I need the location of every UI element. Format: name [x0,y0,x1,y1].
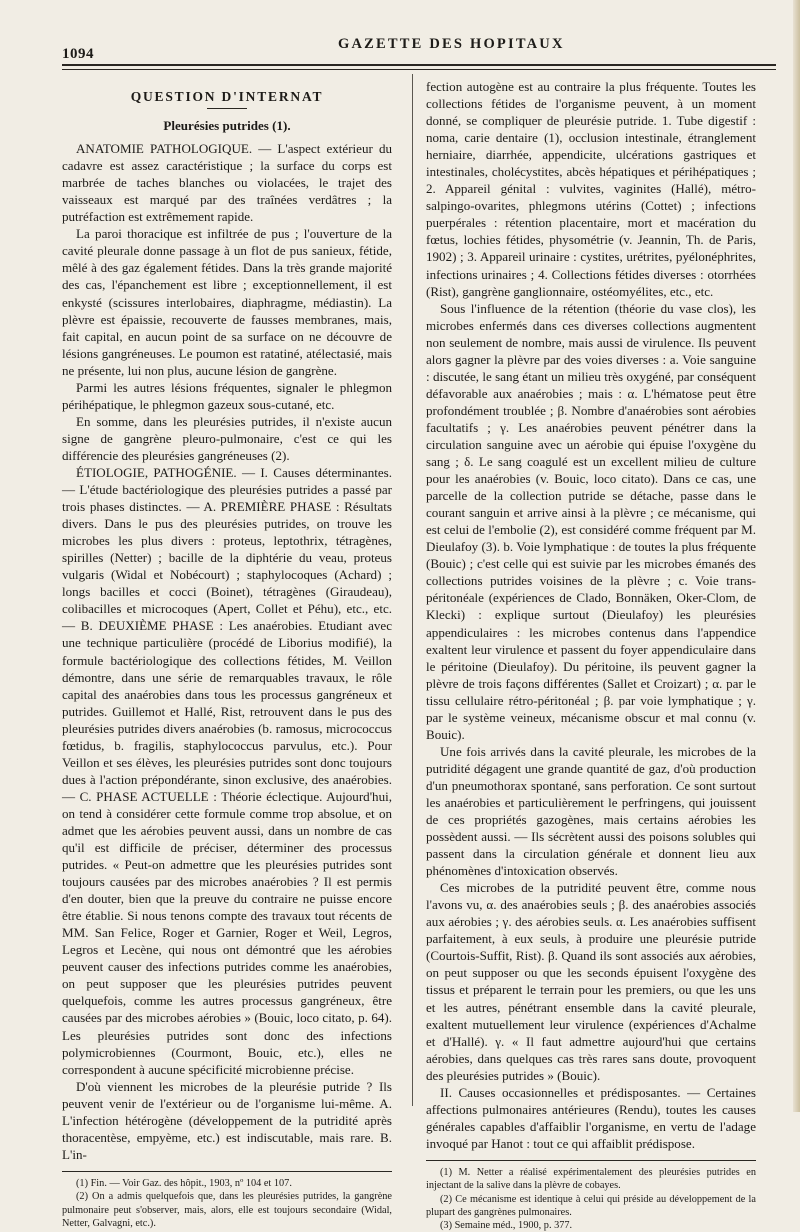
article-subtitle: Pleurésies putrides (1). [163,118,291,134]
left-column [62,78,392,1230]
column-divider [412,74,413,1106]
footnote: (1) Fin. — Voir Gaz. des hôpit., 1903, nº 104 et 107. [76,1177,292,1189]
footnote-rule [62,1171,392,1172]
paragraph: fection autogène est au contraire la plus fréquente. Toutes les collections fétides de l'organisme peuvent, à un moment donné, se compliquer de pleurésie putride. 1. Tube digestif : noma, carie dentaire (1), occlusion intestinale, étranglement herniaire, diarrhée, appendicite, ulcérations gastriques et intestinales, cholécystites, abcès hépatiques et périhépatiques ; 2. Appareil génital : vulvites, vaginites (Hallé), métro-salpingo-ovarites, phlegmons utérins (Cottet) ; infections puerpérales : rétention placentaire, mort et macération du fœtus, lochies fétides, physométrie (v. Jeannin, Th. de Paris, 1902) ; 3. Appareil urinaire : cystites, urétrites, pyélonéphrites, infections urinaires ; 4. Collections fétides diverses : otorrhées (Rist), gangrène ganglionnaire, ostéomyélites, etc., etc. [426,79,756,299]
page-binding-edge [793,0,800,1112]
paragraph: La paroi thoracique est infiltrée de pus ; l'ouverture de la cavité pleurale donne passage à un flot de pus sanieux, fétide, mêlé à des gaz également fétides. Dans la très grande majorité des cas, l'épanchement est libre ; exceptionnellement, il est enkysté (scissures interlobaires, diaphragme, médiastin). La plèvre est épaissie, recouverte de fausses membranes, mais, fait capital, en aucun point de sa surface on ne découvre de lésions gangréneuses. Le poumon est ratatiné, atélectasié, mais ne présente, lui non plus, aucune lésion de gangrène. [62,226,392,378]
header-rule [62,64,776,66]
footnote-rule [426,1160,756,1161]
paragraph: Ces microbes de la putridité peuvent être, comme nous l'avons vu, α. des anaérobies seuls ; β. des anaérobies associés aux aérobies ; γ. des aérobies seuls. α. Les anaérobies suffisent parfaitement, à eux seuls, à produire une pleurésie putride (Courtois-Suffit, Rist). β. Quand ils sont associés aux aérobies, on peut supposer ou que les seconds épuisent l'oxygène des tissus et préparent le terrain pour les premiers, ou que les uns et les autres, pénétrant ensemble dans la cavité pleurale, exaltent mutuellement leur virulence (expériences d'Achalme et d'Hallé). γ. « Il faut admettre aujourd'hui que certains aérobies, dans quelques cas très rares sans doute, provoquent des pleurésies putrides » (Bouic). [426,880,756,1083]
right-column [426,78,756,1232]
footnote: (2) Ce mécanisme est identique à celui qui préside au développement de la plupart des gangrènes pulmonaires. [426,1193,756,1218]
paragraph: D'où viennent les microbes de la pleurésie putride ? Ils peuvent venir de l'extérieur ou de l'organisme lui-même. A. L'infection hétérogène (développement de la putridité après thoracentèse, empyème, etc.) est indiscutable, mais rare. B. L'in- [62,1078,392,1162]
paragraph: II. Causes occasionnelles et prédisposantes. — Certaines affections pulmonaires antérieures (Rendu), toutes les causes générales capables d'affaiblir l'organisme, en vertu de l'adage invoqué par Hanot : tout ce qui affaiblit prédispose. [426,1084,756,1151]
paragraph: ÉTIOLOGIE, PATHOGÉNIE. — I. Causes déterminantes. — L'étude bactériologique des pleurésies putrides a passé par trois phases distinctes. — A. PREMIÈRE PHASE : Résultats divers. Dans le pus des pleurésies putrides, on trouve les microbes les plus divers : proteus, leptothrix, tétragènes, spirilles (Netter) ; bacille de la diphtérie du veau, proteus vulgaris (Widal et Nobécourt) ; staphylocoques (Achard) ; longs bacilles et cocci (Boinet), tétragènes (Giraudeau), colibacilles et microcoques (Apert, Collet et Péhu), etc., etc. — B. DEUXIÈME PHASE : Les anaérobies. Etudiant avec une technique particulière (procédé de Liborius modifié), la formule bactériologique des collections fétides, M. Veillon démontre, dans une série de remarquables travaux, le rôle capital des anaérobies dans tous les processus gangréneux et putrides. Guillemot et Hallé, Rist, retrouvent dans le pus des pleurésies putrides divers anaérobies (b. ramosus, micrococcus fœtidus, b. fragilis, staphylococcus parvulus, etc.). Pour Veillon et ses élèves, les pleurésies putrides sont donc toujours dues à l'action prépondérante, sinon exclusive, des anaérobies. — C. PHASE ACTUELLE : Théorie éclectique. Aujourd'hui, on tend à considérer cette formule comme trop absolue, et on admet que les aérobies peuvent aussi, dans un nombre de cas qu'il est difficile de préciser, déterminer des processus putrides. « Peut-on admettre que les pleurésies putrides sont toujours causées par des microbes anaérobies ? Il est permis d'en douter, bien que la preuve du contraire ne puisse encore être établie. Si nous tenons compte des travaux tout récents de MM. San Felice, Roger et Garnier, Roger et Weil, Legros, Legros et Lecène, qui nous ont démontré que les aérobies peuvent causer des infections putrides comme les anaérobies, on peut supposer que les pleurésies putrides peuvent quelquefois, comme les autres processus gangréneux, être causées par des microbes aérobies » (Bouic, loco citato, p. 64). Les pleurésies putrides sont donc des infections polymicrobiennes (Courmont, Bouic, etc.), elles ne correspondent à aucune spécificité microbienne précise. [62,464,392,1077]
footnote: (2) On a admis quelquefois que, dans les pleurésies putrides, la gangrène pulmonaire peut s'observer, mais, alors, elle est toujours secondaire (Widal, Netter, Galvagni, etc.). [62,1191,392,1229]
header-rule-thin [62,69,776,70]
paragraph: En somme, dans les pleurésies putrides, il n'existe aucun signe de gangrène pleuro-pulmonaire, c'est ce qui les différencie des pleurésies gangréneuses (2). [62,413,392,463]
paragraph: Parmi les autres lésions fréquentes, signaler le phlegmon périhépatique, le phlegmon gazeux sous-cutané, etc. [62,379,392,412]
running-title: GAZETTE DES HOPITAUX [338,36,565,52]
page-number: 1094 [62,46,94,62]
paragraph: Sous l'influence de la rétention (théorie du vase clos), les microbes enfermés dans ces diverses collections augmentent non seulement de nombre, mais aussi de virulence. Ils peuvent alors gagner la plèvre par des voies diverses : a. Voie sanguine : discutée, le sang étant un milieu très oxygéné, par conséquent défavorable aux anaérobies ; mais : α. L'hématose peut être profondément troublée ; β. Nombre d'anaérobies sont aérobies facultatifs ; γ. Les anaérobies peuvent pénétrer dans la circulation sanguine avec un aérobie qui épuise l'oxygène du sang ; δ. Le sang coagulé est un excellent milieu de culture pour les anaérobies (v. Bouic, loco citato). Dans ce cas, une parcelle de la collection putride se détache, passe dans le courant sanguin et arrive ainsi à la plèvre ; ce mécanisme, qui est celui de l'embolie (2), est considéré comme fréquent par M. Dieulafoy (3). b. Voie lymphatique : de toutes la plus fréquente (Bouic) ; c'est celle qui est suivie par les microbes émanés des collections putrides voisines de la plèvre ; c. Voie trans-péritonéale (expériences de Clado, Bonnäken, Oker-Clom, de Klecki) : explique surtout (Dieulafoy) les pleurésies appendiculaires : les microbes contenus dans l'appendice exaltent leur virulence et passent du foyer appendiculaire dans le péritoine (Dieulafoy). Du péritoine, ils peuvent gagner la plèvre de trois façons différentes (Sallet et Croizart) ; α. par le tissu cellulaire rétro-péritonéal ; β. par voie lymphatique ; γ. par le système veineux, mécanisme obscur et mal connu (v. Bouic). [426,300,756,742]
section-title: QUESTION D'INTERNAT [130,89,324,104]
paragraph: Une fois arrivés dans la cavité pleurale, les microbes de la putridité dégagent une grande quantité de gaz, d'où production d'un pneumothorax spontané, sans perforation. Ce sont surtout les anaérobies et particulièrement le perfringens, qui jouissent de ces propriétés gazogènes, mais certains aérobies les possèdent aussi. — Ils sécrètent aussi des poisons solubles qui passent dans la circulation générale et donnent lieu aux phénomènes d'intoxication observés. [426,743,756,879]
paragraph: ANATOMIE PATHOLOGIQUE. — L'aspect extérieur du cadavre est assez caractéristique ; la surface du corps est marbrée de taches blanches ou violacées, le trajet des vaisseaux est marqué par des traînées verdâtres ; la putréfaction est extrêmement rapide. [62,141,392,225]
footnote: (1) M. Netter a réalisé expérimentalement des pleurésies putrides en injectant de la salive dans la plèvre de cobayes. [426,1166,756,1192]
footnote: (3) Semaine méd., 1900, p. 377. [440,1220,573,1232]
title-rule [207,108,247,109]
